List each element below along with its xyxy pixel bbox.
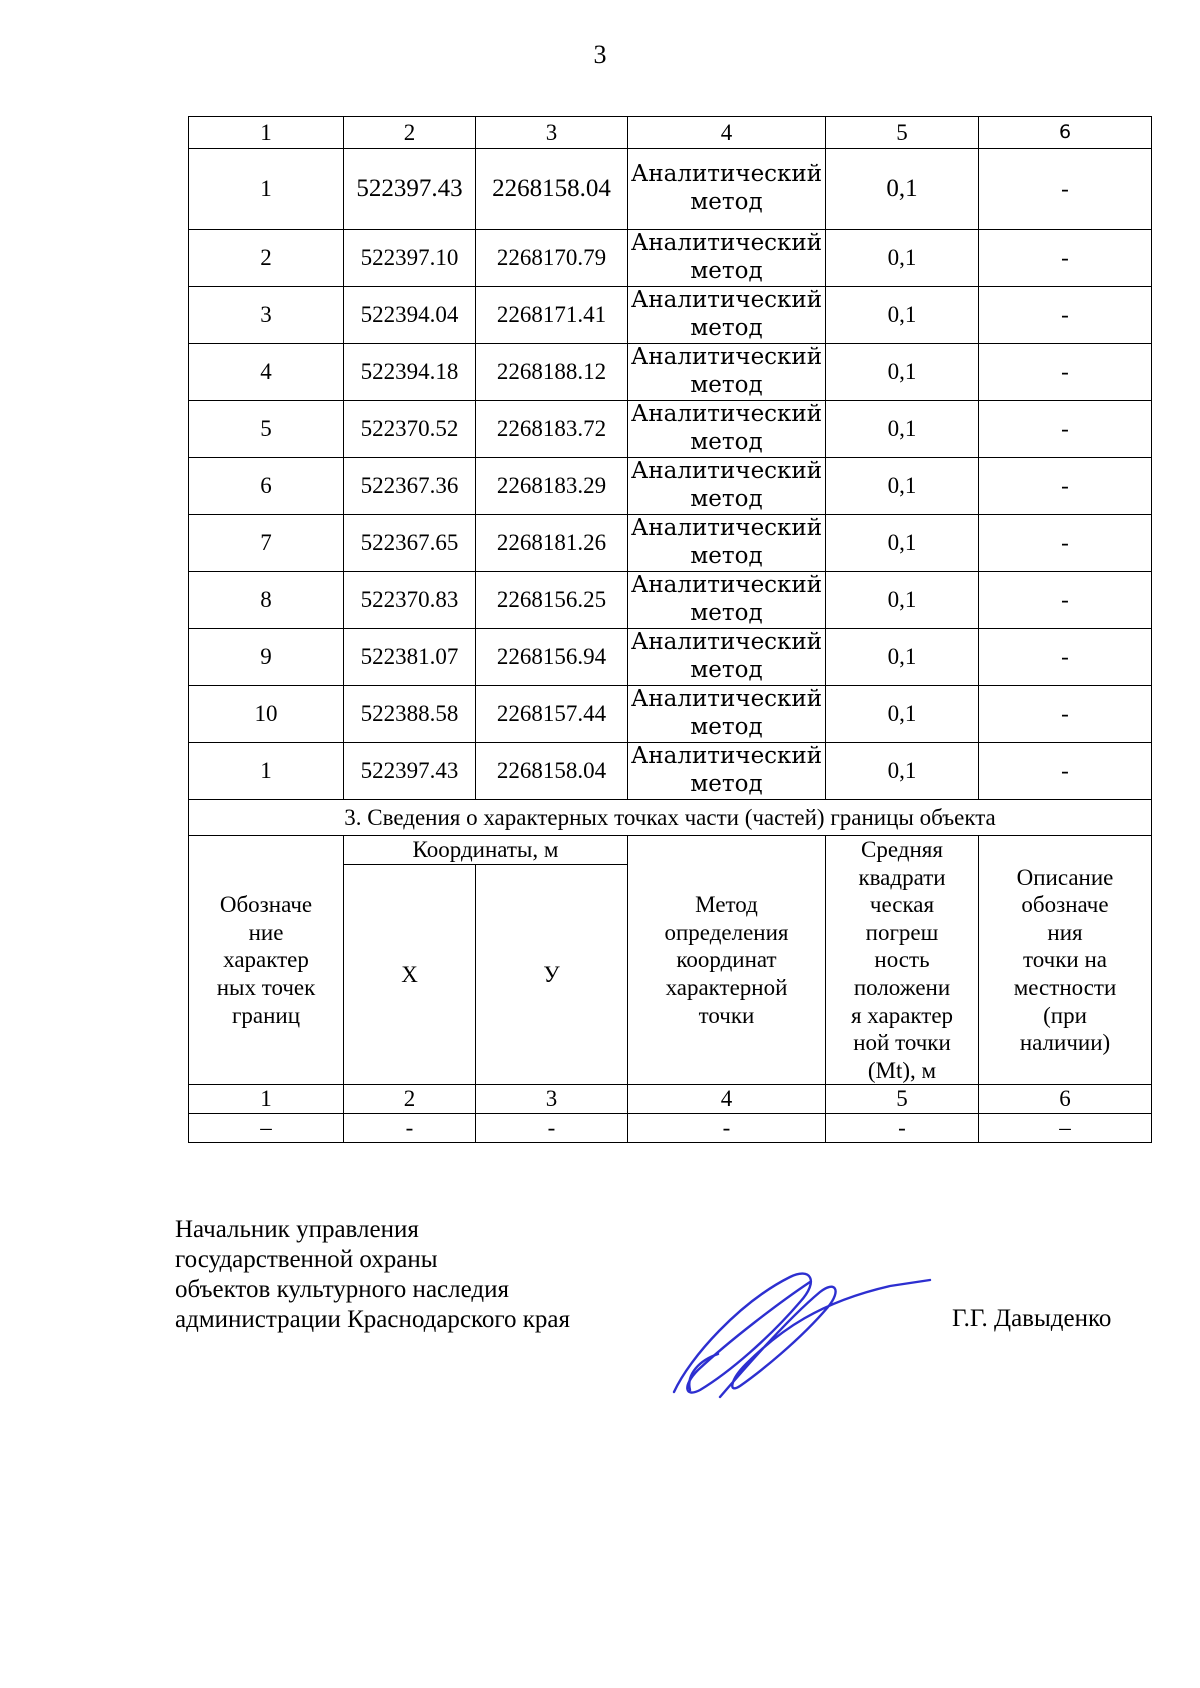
column-number: 6 [979,117,1152,149]
header-line: ние [248,919,284,945]
method-line: Аналитический [630,230,823,257]
header-line: Метод [695,892,758,918]
method-line: Аналитический [630,629,823,656]
method-header [628,836,826,1085]
mean-square-error: 0,1 [826,344,979,401]
coord-x: 522397.43 [344,743,476,800]
header-line: Средняя [861,837,943,862]
method-line: метод [690,771,763,797]
signer-name: Г.Г. Давыденко [952,1305,1112,1332]
method-line: метод [690,486,763,512]
column-number: 3 [476,1085,628,1114]
point-row [189,458,1152,515]
section-3-header-row [189,836,1152,865]
method [628,230,826,287]
method-line: метод [690,372,763,398]
column-number: 4 [628,1085,826,1114]
point-number: 1 [189,149,344,230]
coord-x: 522394.04 [344,287,476,344]
method [628,149,826,230]
method-line: метод [690,714,763,740]
mean-square-error: 0,1 [826,686,979,743]
header-line: Описание [1016,864,1114,890]
coord-y: 2268171.41 [476,287,628,344]
method [628,401,826,458]
empty-cell: - [628,1113,826,1142]
header-line: квадрати [858,864,946,890]
point-designation-header [189,836,344,1085]
coord-y: 2268188.12 [476,344,628,401]
coord-x: 522370.83 [344,572,476,629]
empty-cell: – [979,1113,1152,1142]
location-description: - [979,515,1152,572]
coord-x: 522367.65 [344,515,476,572]
x-header: X [344,864,476,1085]
section-3-column-number-row [189,1085,1152,1114]
mean-square-error: 0,1 [826,287,979,344]
point-row [189,344,1152,401]
header-line: точки на [1023,947,1107,973]
method-line: Аналитический [630,458,823,485]
column-number: 3 [476,117,628,149]
boundary-points-table [188,116,1152,1143]
header-line: ния [1047,919,1083,945]
coord-y: 2268156.94 [476,629,628,686]
point-number: 5 [189,401,344,458]
method [628,458,826,515]
method-line: Аналитический [630,515,823,542]
method [628,572,826,629]
column-number: 1 [189,1085,344,1114]
header-line: местности [1013,974,1117,1000]
location-description: - [979,287,1152,344]
header-line: точки [698,1002,755,1028]
empty-cell: - [476,1113,628,1142]
mean-square-error-header [826,836,979,1085]
point-number: 3 [189,287,344,344]
point-row [189,686,1152,743]
column-number: 5 [826,1085,979,1114]
coordinates-header: Координаты, м [344,836,628,865]
mean-square-error: 0,1 [826,515,979,572]
mean-square-error: 0,1 [826,149,979,230]
column-number: 4 [628,117,826,149]
column-number: 1 [189,117,344,149]
position-line: государственной охраны [175,1246,438,1273]
method-line: метод [690,429,763,455]
column-number: 2 [344,1085,476,1114]
header-line: координат [676,947,777,973]
coord-y: 2268157.44 [476,686,628,743]
method-line: Аналитический [630,743,823,770]
method [628,743,826,800]
point-number: 1 [189,743,344,800]
header-line: обозначе [1021,892,1109,918]
location-description: - [979,230,1152,287]
location-description: - [979,149,1152,230]
coord-y: 2268158.04 [476,743,628,800]
page-number: 3 [593,40,607,69]
point-number: 2 [189,230,344,287]
coord-x: 522367.36 [344,458,476,515]
section-3-empty-row [189,1113,1152,1142]
point-row [189,515,1152,572]
method-line: метод [690,657,763,683]
location-description: - [979,401,1152,458]
method-line: метод [690,543,763,569]
point-number: 10 [189,686,344,743]
coord-x: 522381.07 [344,629,476,686]
location-description: - [979,572,1152,629]
location-description: - [979,686,1152,743]
location-description: - [979,458,1152,515]
section-3-title: 3. Сведения о характерных точках части (частей) границы объекта [189,800,1152,836]
method [628,629,826,686]
method-line: метод [690,189,763,215]
method-line: метод [690,600,763,626]
coord-x: 522397.10 [344,230,476,287]
point-row [189,572,1152,629]
mean-square-error: 0,1 [826,401,979,458]
header-line: характерной [665,974,788,1000]
location-description: - [979,344,1152,401]
position-line: Начальник управления [175,1216,419,1243]
column-number: 5 [826,117,979,149]
header-line: наличии) [1019,1030,1111,1056]
coord-x: 522394.18 [344,344,476,401]
header-line: я характер [850,1002,954,1028]
point-row [189,401,1152,458]
method [628,515,826,572]
mean-square-error: 0,1 [826,458,979,515]
coord-x: 522370.52 [344,401,476,458]
header-line: ной точки [853,1030,951,1056]
mean-square-error: 0,1 [826,572,979,629]
handwritten-signature [660,1262,940,1412]
column-number-row [189,117,1152,149]
column-number: 6 [979,1085,1152,1114]
y-header: У [476,864,628,1085]
section-3-title-row [189,800,1152,836]
mean-square-error: 0,1 [826,230,979,287]
method [628,344,826,401]
method [628,287,826,344]
position-line: администрации Краснодарского края [175,1306,571,1333]
method-line: Аналитический [630,686,823,713]
method-line: Аналитический [630,287,823,314]
coord-x: 522388.58 [344,686,476,743]
point-number: 6 [189,458,344,515]
header-line: погреш [865,919,939,945]
method [628,686,826,743]
header-line: определения [664,919,789,945]
method-line: Аналитический [630,161,823,188]
header-line: Обозначе [219,892,313,918]
point-number: 9 [189,629,344,686]
column-number: 2 [344,117,476,149]
coord-y: 2268181.26 [476,515,628,572]
empty-cell: - [344,1113,476,1142]
location-description: - [979,743,1152,800]
point-number: 7 [189,515,344,572]
signatory-position [175,1215,695,1335]
position-line: объектов культурного наследия [175,1276,509,1303]
method-line: Аналитический [630,344,823,371]
header-line: (при [1043,1002,1087,1028]
header-line: (Mt), м [867,1057,937,1083]
header-line: ческая [869,892,935,918]
coord-y: 2268156.25 [476,572,628,629]
location-description-header [979,836,1152,1085]
location-description: - [979,629,1152,686]
coord-y: 2268183.72 [476,401,628,458]
method-line: метод [690,258,763,284]
point-row [189,743,1152,800]
coord-y: 2268170.79 [476,230,628,287]
mean-square-error: 0,1 [826,743,979,800]
empty-cell: – [189,1113,344,1142]
coord-x: 522397.43 [344,149,476,230]
header-line: положени [853,974,951,1000]
method-line: Аналитический [630,572,823,599]
point-row [189,287,1152,344]
method-line: Аналитический [630,401,823,428]
method-line: метод [690,315,763,341]
coord-y: 2268183.29 [476,458,628,515]
header-line: характер [223,947,309,973]
point-number: 4 [189,344,344,401]
header-line: границ [231,1002,301,1028]
coord-y: 2268158.04 [476,149,628,230]
point-number: 8 [189,572,344,629]
empty-cell: - [826,1113,979,1142]
point-row [189,230,1152,287]
header-line: ность [874,947,930,973]
header-line: ных точек [216,974,316,1000]
point-row [189,149,1152,230]
mean-square-error: 0,1 [826,629,979,686]
point-row [189,629,1152,686]
